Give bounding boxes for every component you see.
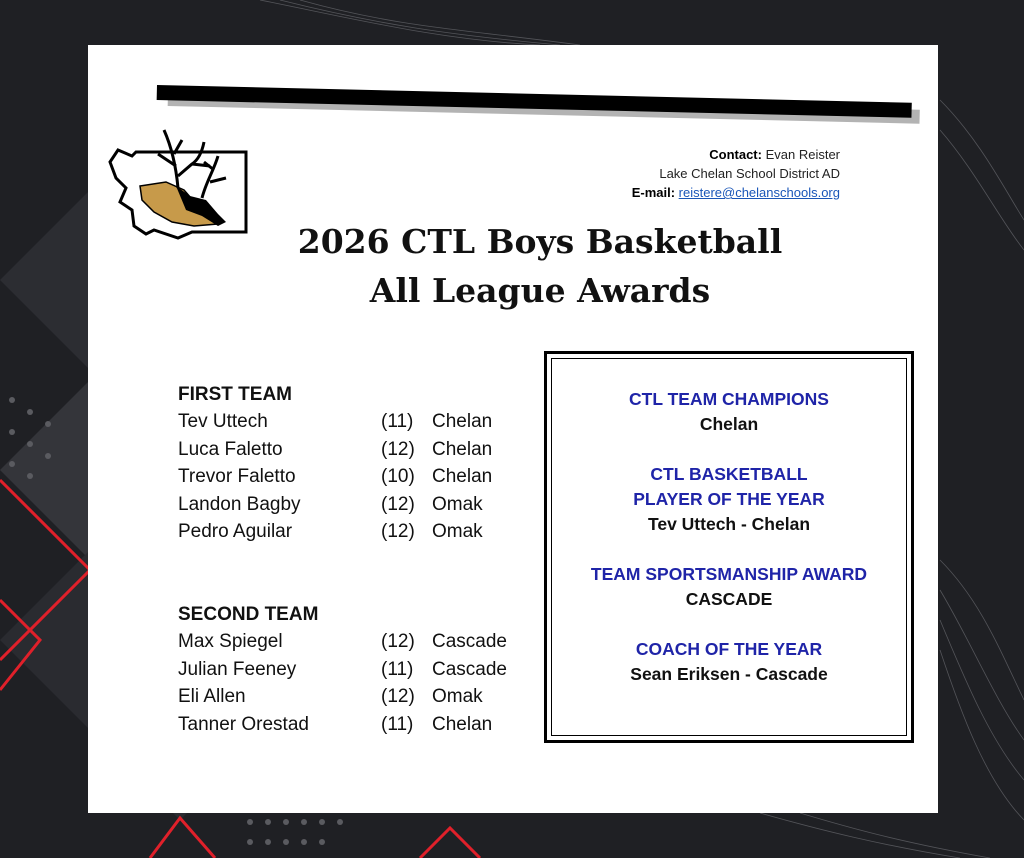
contact-block	[632, 145, 840, 202]
coach-heading: COACH OF THE YEAR	[635, 639, 823, 659]
player-school: Omak	[432, 686, 483, 707]
coach-value: Sean Eriksen - Cascade	[630, 664, 828, 684]
poy-heading-line1: CTL BASKETBALL	[650, 464, 808, 484]
email-label: E-mail:	[631, 185, 676, 200]
contact-label: Contact:	[709, 147, 762, 162]
email-link[interactable]: reistere@chelanschools.org	[678, 185, 840, 200]
player-school: Chelan	[432, 713, 493, 735]
contact-name: Evan Reister	[765, 147, 840, 162]
player-grade: (12)	[381, 438, 415, 460]
sportsmanship-heading: TEAM SPORTSMANSHIP AWARD	[590, 564, 868, 584]
champions-value: Chelan	[699, 414, 759, 434]
player-name: Tev Uttech	[178, 411, 268, 432]
player-name: Tanner Orestad	[178, 713, 309, 735]
player-of-year-award	[547, 462, 911, 537]
player-school: Cascade	[432, 631, 507, 652]
player-school: Chelan	[432, 466, 493, 487]
first-team-heading: FIRST TEAM	[178, 384, 292, 405]
poy-value: Tev Uttech - Chelan	[647, 514, 811, 534]
player-school: Chelan	[432, 411, 493, 432]
player-school: Chelan	[432, 438, 493, 460]
player-grade: (12)	[381, 521, 415, 542]
champions-award	[547, 387, 911, 437]
player-school: Omak	[432, 493, 483, 515]
player-grade: (11)	[381, 713, 414, 735]
page-title-line2: All League Awards	[369, 271, 711, 310]
player-grade: (12)	[381, 631, 415, 652]
player-row	[178, 408, 518, 436]
player-row	[178, 436, 518, 464]
poy-heading-line2: PLAYER OF THE YEAR	[633, 489, 825, 509]
player-grade: (11)	[381, 658, 414, 680]
player-row	[178, 683, 518, 711]
contact-role: Lake Chelan School District AD	[659, 166, 840, 181]
player-name: Pedro Aguilar	[178, 521, 293, 542]
player-name: Trevor Faletto	[178, 466, 296, 487]
player-grade: (12)	[381, 686, 415, 707]
second-team-heading: SECOND TEAM	[178, 604, 319, 625]
player-row	[178, 463, 518, 491]
player-school: Cascade	[432, 658, 507, 680]
player-school: Omak	[432, 521, 483, 542]
player-row	[178, 518, 518, 546]
player-name: Eli Allen	[178, 686, 246, 707]
player-row	[178, 491, 518, 519]
champions-heading: CTL TEAM CHAMPIONS	[629, 389, 829, 409]
player-row	[178, 628, 518, 656]
player-name: Julian Feeney	[178, 658, 297, 680]
player-row	[178, 711, 518, 739]
coach-award	[547, 637, 911, 687]
player-name: Luca Faletto	[178, 438, 283, 460]
player-row	[178, 656, 518, 684]
sportsmanship-award	[547, 562, 911, 612]
awards-box	[544, 351, 914, 743]
second-team-section	[178, 601, 518, 738]
player-name: Max Spiegel	[178, 631, 283, 652]
player-name: Landon Bagby	[178, 493, 301, 515]
player-grade: (12)	[381, 493, 415, 515]
player-grade: (11)	[381, 411, 414, 432]
page-title-line1: 2026 CTL Boys Basketball	[297, 222, 783, 261]
player-grade: (10)	[381, 466, 415, 487]
first-team-section	[178, 381, 518, 546]
sportsmanship-value: CASCADE	[685, 589, 773, 609]
